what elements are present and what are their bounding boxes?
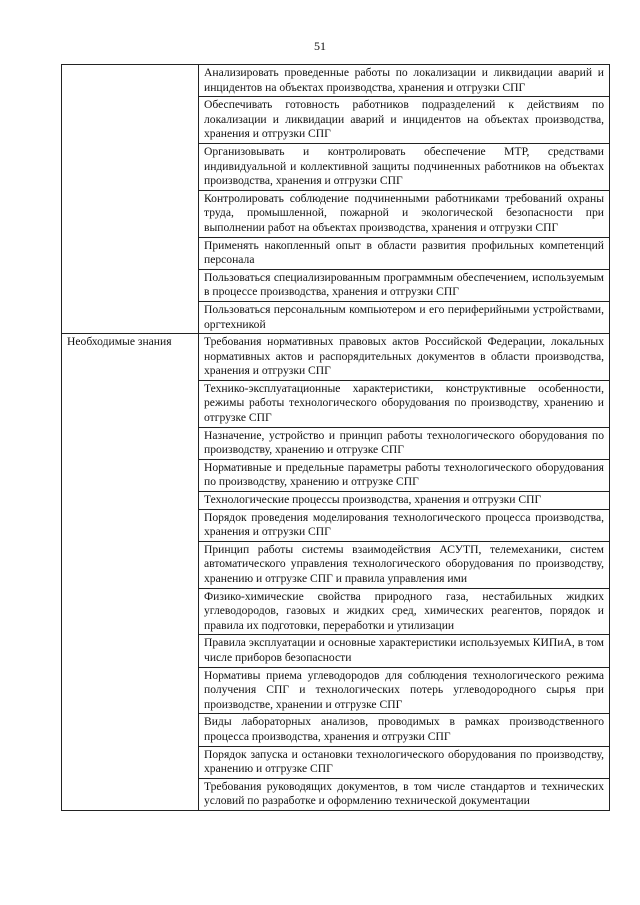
requirement-item: Порядок запуска и остановки технологического оборудования по производству, хранению и отгрузке СПГ [199,746,610,778]
requirement-item: Технологические процессы производства, хранения и отгрузки СПГ [199,492,610,510]
requirement-item: Назначение, устройство и принцип работы технологического оборудования по производству, хранению и отгрузке СПГ [199,427,610,459]
requirement-item: Применять накопленный опыт в области развития профильных компетенций персонала [199,237,610,269]
requirements-table-body [62,65,610,811]
requirement-item: Нормативы приема углеводородов для соблюдения технологического режима получения СПГ и технологических потерь углеводородного сырья при производстве, хранении и отгрузке СПГ [199,667,610,714]
table-row [62,65,610,97]
requirement-item: Контролировать соблюдение подчиненными работниками требований охраны труда, промышленной, пожарной и экологической безопасности при выполнении работ на объектах производства, хранения и отгрузки СПГ [199,190,610,237]
requirement-item: Порядок проведения моделирования технологического процесса производства, хранения и отгрузки СПГ [199,509,610,541]
requirement-item: Организовывать и контролировать обеспечение МТР, средствами индивидуальной и коллективной защиты подчиненных работников на объектах производства, хранения и отгрузки СПГ [199,143,610,190]
requirement-item: Физико-химические свойства природного газа, нестабильных жидких углеводородов, газовых и жидких сред, химических реагентов, порядок и правила их подготовки, переработки и утилизации [199,588,610,635]
page-number: 51 [314,39,326,53]
requirement-item: Требования руководящих документов, в том числе стандартов и технических условий по разработке и оформлению технической документации [199,778,610,810]
requirement-item: Технико-эксплуатационные характеристики, конструктивные особенности, режимы работы технологического оборудования по производству, хранению и отгрузке СПГ [199,380,610,427]
requirement-item: Нормативные и предельные параметры работы технологического оборудования по производству, хранению и отгрузке СПГ [199,459,610,491]
requirement-item: Виды лабораторных анализов, проводимых в рамках производственного процесса производства, хранения и отгрузки СПГ [199,714,610,746]
requirement-item: Принцип работы системы взаимодействия АСУТП, телемеханики, систем автоматического управления технологического оборудования по производству, хранению и отгрузке СПГ и правила управления ими [199,541,610,588]
requirement-item: Анализировать проведенные работы по локализации и ликвидации аварий и инцидентов на объектах производства, хранения и отгрузки СПГ [199,65,610,97]
table-row [62,334,610,381]
requirements-table [61,64,610,811]
section-label: Необходимые знания [62,334,199,811]
requirement-item: Пользоваться специализированным программным обеспечением, используемым в процессе производства, хранения и отгрузки СПГ [199,269,610,301]
requirement-item: Пользоваться персональным компьютером и его периферийными устройствами, оргтехникой [199,301,610,333]
requirement-item: Обеспечивать готовность работников подразделений к действиям по локализации и ликвидации аварий и инцидентов на объектах производства, хранения и отгрузки СПГ [199,97,610,144]
requirement-item: Правила эксплуатации и основные характеристики используемых КИПиА, в том числе приборов безопасности [199,635,610,667]
section-label [62,65,199,334]
requirement-item: Требования нормативных правовых актов Российской Федерации, локальных нормативных актов и распорядительных документов в области производства, хранения и отгрузки СПГ [199,334,610,381]
